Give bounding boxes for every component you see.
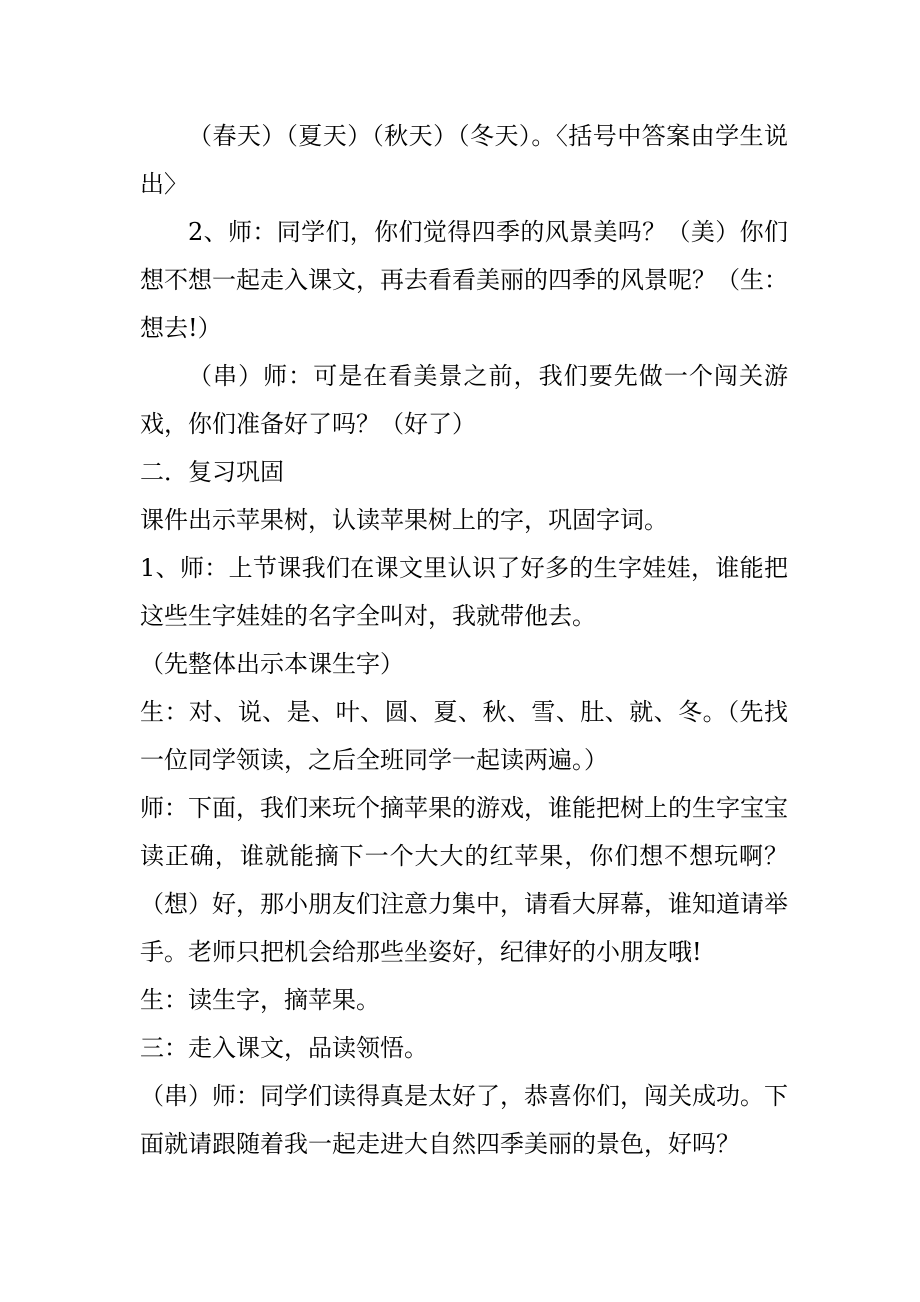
paragraph-teacher-new-characters: 1、师：上节课我们在课文里认识了好多的生字娃娃，谁能把这些生字娃娃的名字全叫对，我就带他去。 xyxy=(140,554,788,630)
section-heading-enter-text: 三：走入课文，品读领悟。 xyxy=(140,1034,428,1062)
paragraph-apple-picking-game: 师：下面，我们来玩个摘苹果的游戏，谁能把树上的生字宝宝读正确，谁就能摘下一个大大的红苹果，你们想不想玩啊？（想）好，那小朋友们注意力集中，请看大屏幕，谁知道请举手。老师只把机会给那些坐姿好，纪律好的小朋友哦! xyxy=(140,794,788,966)
paragraph-transition-success: （串）师：同学们读得真是太好了，恭喜你们，闯关成功。下面就请跟随着我一起走进大自然四季美丽的景色，好吗？ xyxy=(140,1082,788,1158)
paragraph-teacher-question-scenery: 2、师：同学们，你们觉得四季的风景美吗？（美）你们想不想一起走入课文，再去看看美丽的四季的风景呢？（生：想去!） xyxy=(140,218,788,342)
paragraph-apple-tree-slide: 课件出示苹果树，认读苹果树上的字，巩固字词。 xyxy=(140,506,668,534)
paragraph-transition-game: （串）师：可是在看美景之前，我们要先做一个闯关游戏，你们准备好了吗？（好了） xyxy=(140,362,788,438)
section-heading-review: 二．复习巩固 xyxy=(140,458,284,486)
paragraph-show-characters: （先整体出示本课生字） xyxy=(140,650,404,678)
paragraph-seasons-answer: （春天）（夏天）（秋天）（冬天）。〈括号中答案由学生说出〉 xyxy=(140,122,788,198)
paragraph-student-reading: 生：对、说、是、叶、圆、夏、秋、雪、肚、就、冬。（先找一位同学领读，之后全班同学一起读两遍。） xyxy=(140,698,788,774)
document-body xyxy=(140,112,788,1168)
paragraph-student-pick-apple: 生：读生字，摘苹果。 xyxy=(140,986,380,1014)
